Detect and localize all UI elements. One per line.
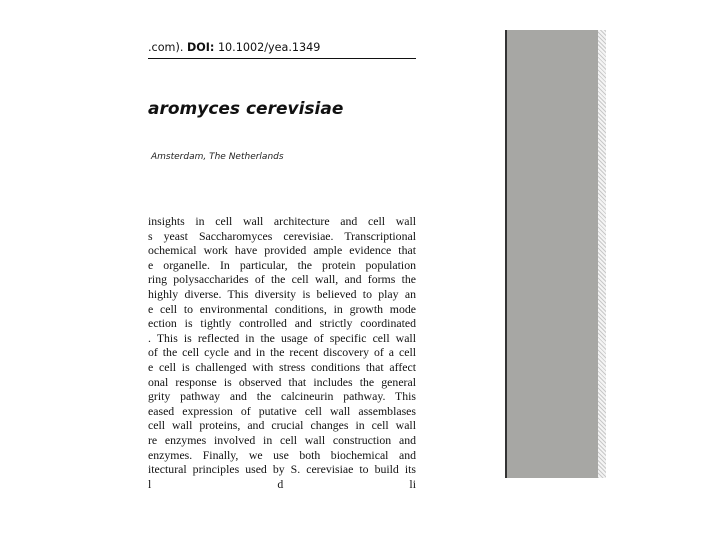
abstract-line: e organelle. In particular, the protein population [148,257,416,272]
abstract-line: of the cell cycle and in the recent discovery of a cell [148,345,416,360]
abstract-line: eased expression of putative cell wall assemblases [148,403,416,418]
header-prefix: .com). [148,41,184,54]
abstract-line: l d li [148,476,416,491]
abstract-line: . This is reflected in the usage of specific cell wall [148,330,416,345]
abstract-line: ochemical work have provided ample evidence that [148,243,416,258]
abstract-line: insights in cell wall architecture and cell wall [148,214,416,228]
doi-value: 10.1002/yea.1349 [217,41,321,54]
abstract-line: highly diverse. This diversity is believed to play an [148,286,416,301]
journal-header [148,41,416,54]
abstract-line: ection is tightly controlled and strictly coordinated [148,316,416,331]
header-rule [148,58,416,59]
abstract-text [148,214,416,491]
abstract-line: cell wall proteins, and crucial changes in cell wall [148,418,416,433]
abstract-line: re enzymes involved in cell wall construction and [148,432,416,447]
author-affiliation: Amsterdam, The Netherlands [151,152,284,162]
side-gray-bar [506,30,598,478]
side-bar-edge [505,30,507,478]
abstract-line: enzymes. Finally, we use both biochemical and [148,447,416,462]
abstract-line: onal response is observed that includes the general [148,374,416,389]
abstract-line: itectural principles used by S. cerevisiae to build its [148,462,416,477]
article-title: aromyces cerevisiae [148,99,344,119]
abstract-line: grity pathway and the calcineurin pathway. This [148,389,416,404]
doi-label: DOI: [186,41,215,54]
page-crop [148,28,416,491]
abstract-line: e cell is challenged with stress conditions that affect [148,359,416,374]
abstract-line: e cell to environmental conditions, in growth mode [148,301,416,316]
abstract-line: ring polysaccharides of the cell wall, and forms the [148,272,416,287]
abstract-line: s yeast Saccharomyces cerevisiae. Transcriptional [148,228,416,243]
side-hatch-strip [598,30,606,478]
